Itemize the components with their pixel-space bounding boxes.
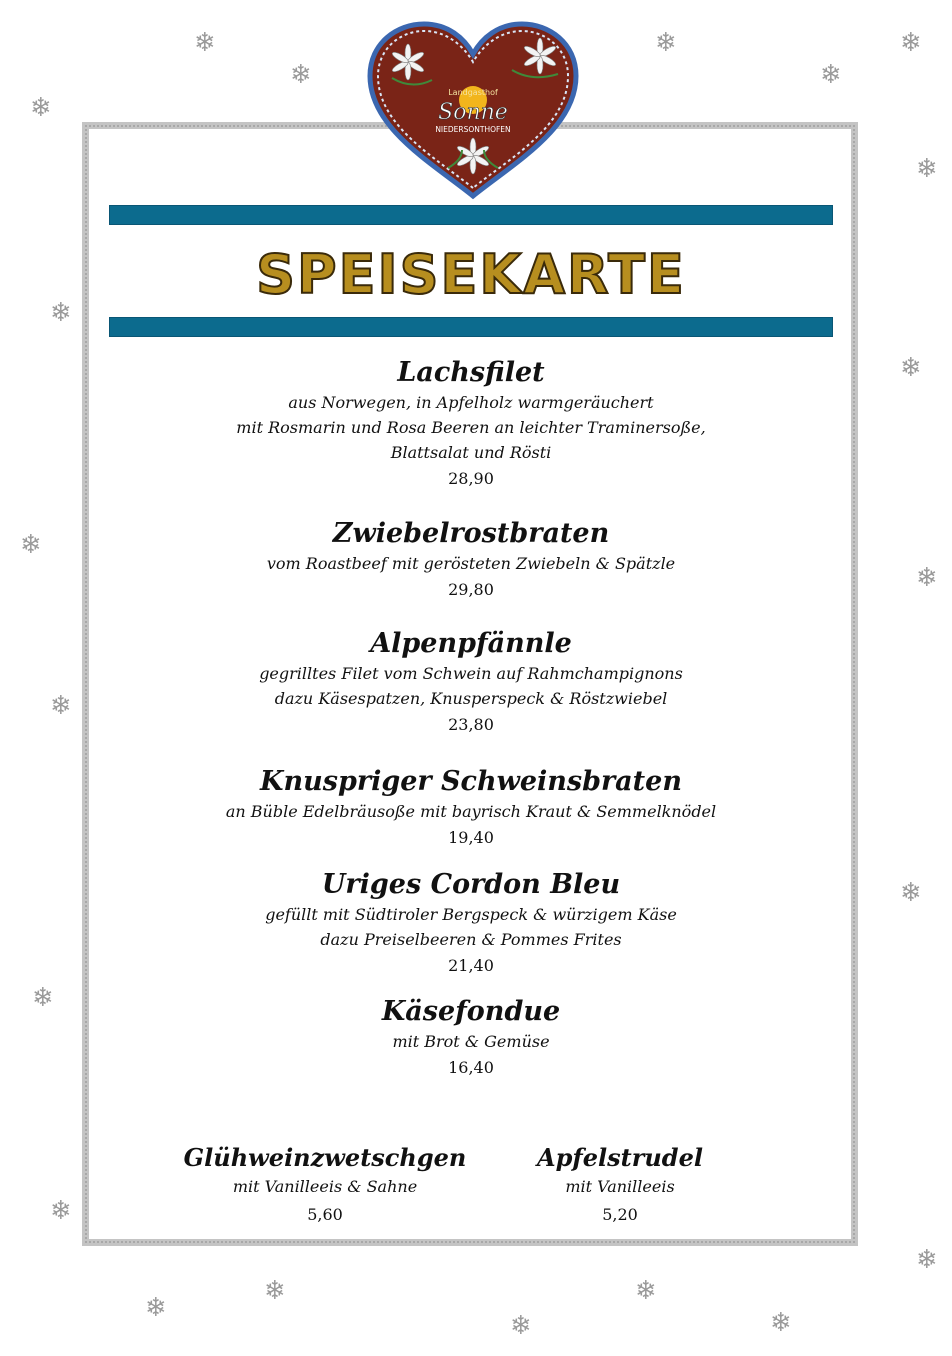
dish-price: 29,80 [448,580,494,599]
dessert-description: mit Vanilleeis [565,1177,675,1196]
snowflake-icon: ❄ [635,1276,657,1306]
snowflake-icon: ❄ [50,1196,72,1226]
dessert-name: Glühweinzwetschgen [183,1143,467,1172]
snowflake-icon: ❄ [50,298,72,328]
snowflake-icon: ❄ [916,1245,938,1275]
dish-price: 23,80 [448,715,494,734]
snowflake-icon: ❄ [820,60,842,90]
snowflake-icon: ❄ [655,28,677,58]
dessert-item [470,1142,770,1230]
snowflake-icon: ❄ [900,28,922,58]
dish-description: dazu Preiselbeeren & Pommes Frites [320,930,622,949]
menu-item [109,356,833,493]
dessert-description: mit Vanilleeis & Sahne [232,1177,418,1196]
snowflake-icon: ❄ [30,93,52,123]
dish-name: Lachsfilet [397,357,545,388]
logo-place: NIEDERSONTHOFEN [435,125,511,134]
snowflake-icon: ❄ [264,1276,286,1306]
dish-price: 19,40 [448,828,494,847]
dessert-price: 5,60 [307,1205,343,1224]
dish-price: 16,40 [448,1058,494,1077]
menu-item [109,765,833,852]
snowflake-icon: ❄ [916,563,938,593]
menu-item [109,995,833,1082]
snowflake-icon: ❄ [50,691,72,721]
title-band-bottom [109,317,833,337]
snowflake-icon: ❄ [290,60,312,90]
gingerbread-heart-logo [362,18,584,200]
dish-description: an Büble Edelbräusoße mit bayrisch Kraut & Semmelknödel [225,802,717,821]
snowflake-icon: ❄ [510,1311,532,1341]
dish-description: gefüllt mit Südtiroler Bergspeck & würzigem Käse [265,905,677,924]
logo-name: Sonne [438,100,508,125]
dish-description: dazu Käsespatzen, Knusperspeck & Röstzwiebel [274,689,668,708]
snowflake-icon: ❄ [770,1308,792,1338]
menu-item [109,517,833,604]
dish-price: 28,90 [448,469,494,488]
menu-item [109,868,833,980]
dish-description: mit Rosmarin und Rosa Beeren an leichter Traminersoße, [236,418,706,437]
dish-description: vom Roastbeef mit gerösteten Zwiebeln & Spätzle [266,554,676,573]
snowflake-icon: ❄ [900,878,922,908]
title-band-top [109,205,833,225]
snowflake-icon: ❄ [32,983,54,1013]
page-title: SPEISEKARTE [256,243,686,306]
snowflake-icon: ❄ [145,1293,167,1323]
dish-name: Käsefondue [381,996,561,1027]
snowflake-icon: ❄ [20,530,42,560]
logo-line1: Landgasthof [448,88,498,97]
dish-description: Blattsalat und Rösti [390,443,552,462]
dish-description: mit Brot & Gemüse [392,1032,550,1051]
menu-item [109,627,833,739]
dish-description: gegrilltes Filet vom Schwein auf Rahmchampignons [259,664,683,683]
dish-description: aus Norwegen, in Apfelholz warmgeräuchert [288,393,654,412]
snowflake-icon: ❄ [900,353,922,383]
dish-name: Uriges Cordon Bleu [321,869,621,900]
dessert-name: Apfelstrudel [537,1143,703,1172]
snowflake-icon: ❄ [194,28,216,58]
dish-name: Knuspriger Schweinsbraten [260,766,682,797]
dish-price: 21,40 [448,956,494,975]
dish-name: Alpenpfännle [370,628,572,659]
dessert-item [175,1142,475,1230]
snowflake-icon: ❄ [916,154,938,184]
dessert-price: 5,20 [602,1205,638,1224]
dish-name: Zwiebelrostbraten [332,518,610,549]
